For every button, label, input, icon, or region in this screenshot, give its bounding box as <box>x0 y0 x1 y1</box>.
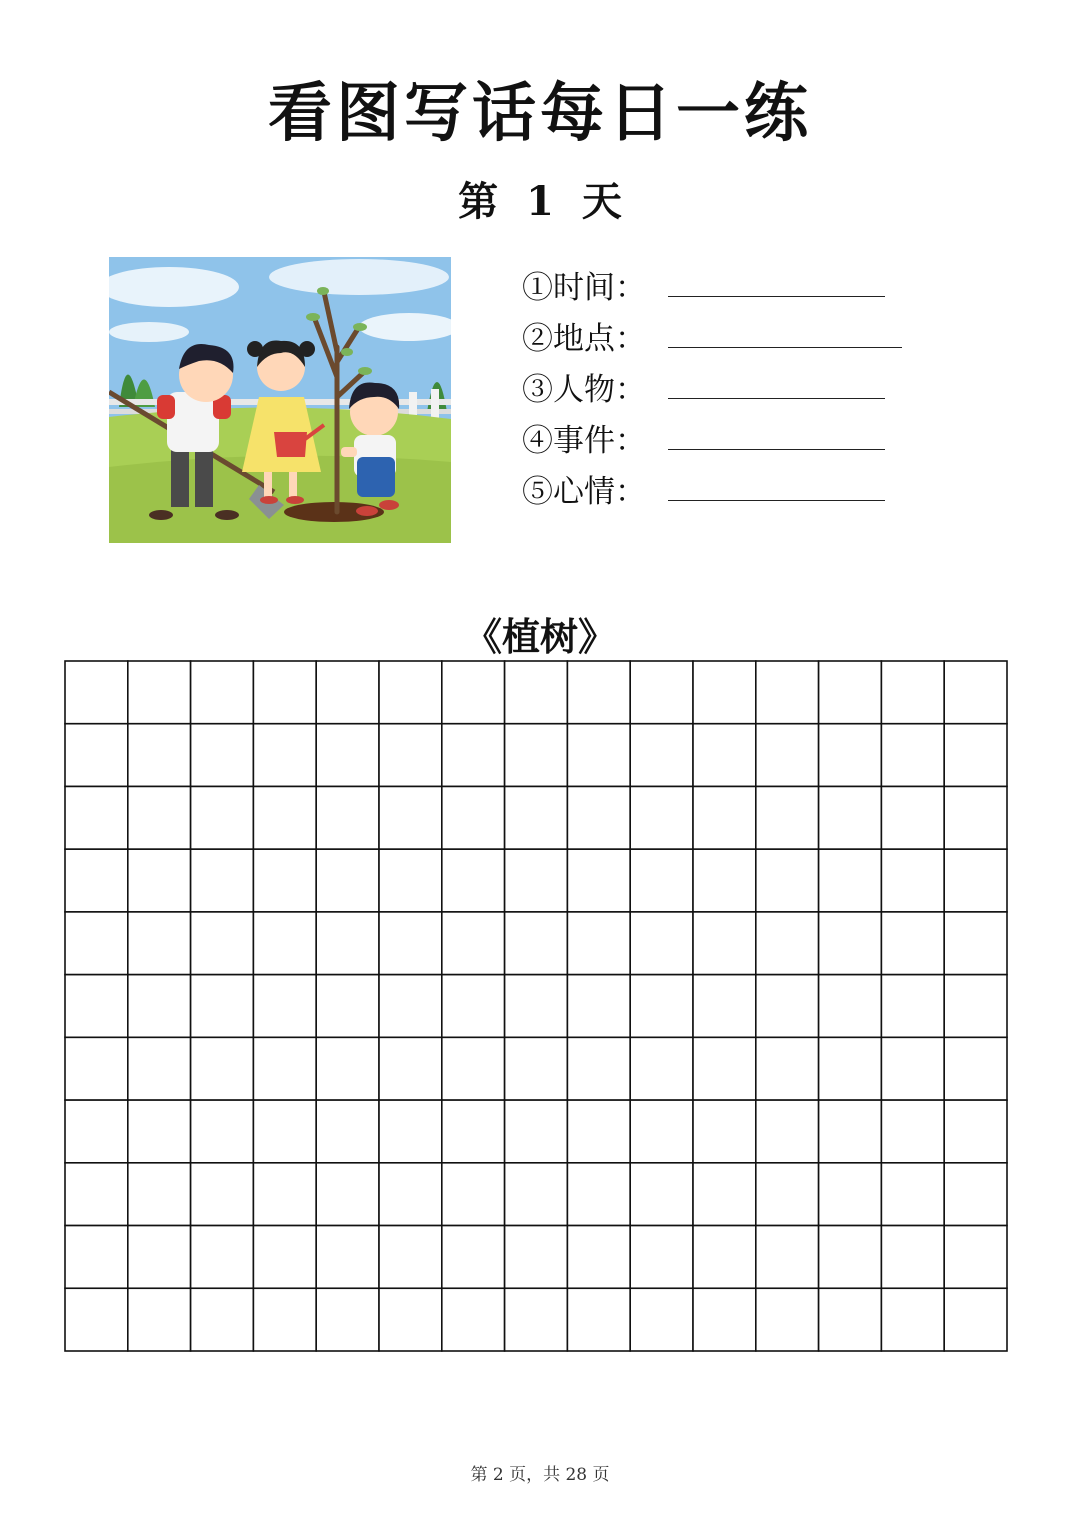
field-people-blank[interactable] <box>668 398 885 399</box>
grid-cell[interactable] <box>191 912 254 975</box>
grid-cell[interactable] <box>630 1037 693 1100</box>
grid-cell[interactable] <box>693 661 756 724</box>
grid-cell[interactable] <box>442 1288 505 1351</box>
grid-cell[interactable] <box>253 724 316 787</box>
grid-cell[interactable] <box>819 1288 882 1351</box>
grid-cell[interactable] <box>756 1226 819 1289</box>
grid-cell[interactable] <box>693 912 756 975</box>
grid-cell[interactable] <box>253 1100 316 1163</box>
grid-cell[interactable] <box>253 1037 316 1100</box>
grid-cell[interactable] <box>191 786 254 849</box>
grid-cell[interactable] <box>65 1163 128 1226</box>
grid-cell[interactable] <box>756 724 819 787</box>
grid-cell[interactable] <box>630 786 693 849</box>
grid-cell[interactable] <box>128 1226 191 1289</box>
grid-cell[interactable] <box>505 724 568 787</box>
grid-cell[interactable] <box>379 975 442 1038</box>
grid-cell[interactable] <box>442 661 505 724</box>
grid-cell[interactable] <box>128 1163 191 1226</box>
grid-cell[interactable] <box>756 1100 819 1163</box>
grid-cell[interactable] <box>316 912 379 975</box>
grid-cell[interactable] <box>379 1226 442 1289</box>
grid-cell[interactable] <box>128 786 191 849</box>
grid-cell[interactable] <box>944 849 1007 912</box>
grid-cell[interactable] <box>316 975 379 1038</box>
grid-cell[interactable] <box>128 912 191 975</box>
grid-cell[interactable] <box>191 1288 254 1351</box>
grid-cell[interactable] <box>944 975 1007 1038</box>
grid-cell[interactable] <box>442 1037 505 1100</box>
page-title: 看图写话每日一练 <box>268 76 812 151</box>
grid-cell[interactable] <box>65 1288 128 1351</box>
grid-cell[interactable] <box>253 912 316 975</box>
grid-cell[interactable] <box>253 786 316 849</box>
grid-cell[interactable] <box>630 1288 693 1351</box>
grid-cell[interactable] <box>379 849 442 912</box>
field-event-label: ④事件： <box>522 423 646 459</box>
grid-cell[interactable] <box>630 849 693 912</box>
grid-cell[interactable] <box>567 1100 630 1163</box>
field-time-label: ①时间： <box>522 270 646 306</box>
grid-cell[interactable] <box>442 975 505 1038</box>
writing-grid[interactable] <box>64 660 1008 1352</box>
grid-cell[interactable] <box>442 1100 505 1163</box>
grid-cell[interactable] <box>191 1163 254 1226</box>
grid-cell[interactable] <box>630 975 693 1038</box>
grid-cell[interactable] <box>630 912 693 975</box>
grid-cell[interactable] <box>756 849 819 912</box>
grid-cell[interactable] <box>693 1226 756 1289</box>
field-event-blank[interactable] <box>668 449 885 450</box>
grid-cell[interactable] <box>630 724 693 787</box>
grid-cell[interactable] <box>379 912 442 975</box>
grid-cell[interactable] <box>505 849 568 912</box>
grid-cell[interactable] <box>316 1163 379 1226</box>
essay-title: 《植树》 <box>463 614 616 659</box>
grid-cell[interactable] <box>505 912 568 975</box>
grid-cell[interactable] <box>316 1100 379 1163</box>
grid-cell[interactable] <box>756 1037 819 1100</box>
grid-cell[interactable] <box>630 1163 693 1226</box>
grid-cell[interactable] <box>881 912 944 975</box>
grid-cell[interactable] <box>756 912 819 975</box>
grid-cell[interactable] <box>567 849 630 912</box>
grid-cell[interactable] <box>65 975 128 1038</box>
grid-cell[interactable] <box>128 661 191 724</box>
grid-cell[interactable] <box>693 786 756 849</box>
grid-cell[interactable] <box>567 975 630 1038</box>
grid-cell[interactable] <box>819 661 882 724</box>
grid-cell[interactable] <box>881 975 944 1038</box>
grid-cell[interactable] <box>253 1226 316 1289</box>
grid-cell[interactable] <box>65 849 128 912</box>
grid-cell[interactable] <box>567 1288 630 1351</box>
field-people-label: ③人物： <box>522 372 646 408</box>
grid-cell[interactable] <box>819 975 882 1038</box>
grid-cell[interactable] <box>442 912 505 975</box>
grid-cell[interactable] <box>567 912 630 975</box>
grid-cell[interactable] <box>442 1226 505 1289</box>
grid-cell[interactable] <box>693 1037 756 1100</box>
grid-cell[interactable] <box>505 661 568 724</box>
grid-cell[interactable] <box>65 1037 128 1100</box>
grid-cell[interactable] <box>65 786 128 849</box>
grid-cell[interactable] <box>819 724 882 787</box>
grid-cell[interactable] <box>756 1163 819 1226</box>
grid-cell[interactable] <box>442 786 505 849</box>
grid-cell[interactable] <box>630 1226 693 1289</box>
grid-cell[interactable] <box>944 786 1007 849</box>
field-mood-blank[interactable] <box>668 500 885 501</box>
grid-cell[interactable] <box>567 1037 630 1100</box>
grid-cell[interactable] <box>379 1100 442 1163</box>
day-label: 第 1 天 <box>458 178 622 225</box>
grid-cell[interactable] <box>881 1163 944 1226</box>
grid-cell[interactable] <box>693 975 756 1038</box>
grid-cell[interactable] <box>819 786 882 849</box>
grid-cell[interactable] <box>819 912 882 975</box>
grid-cell[interactable] <box>567 661 630 724</box>
grid-cell[interactable] <box>819 849 882 912</box>
grid-cell[interactable] <box>316 786 379 849</box>
grid-cell[interactable] <box>65 661 128 724</box>
grid-cell[interactable] <box>756 786 819 849</box>
grid-cell[interactable] <box>944 912 1007 975</box>
grid-cell[interactable] <box>944 1163 1007 1226</box>
grid-cell[interactable] <box>316 1288 379 1351</box>
grid-cell[interactable] <box>379 661 442 724</box>
grid-cell[interactable] <box>379 1163 442 1226</box>
grid-cell[interactable] <box>253 661 316 724</box>
grid-cell[interactable] <box>881 1226 944 1289</box>
grid-cell[interactable] <box>505 1037 568 1100</box>
grid-cell[interactable] <box>442 1163 505 1226</box>
grid-cell[interactable] <box>191 1100 254 1163</box>
grid-cell[interactable] <box>379 1037 442 1100</box>
grid-cell[interactable] <box>253 1288 316 1351</box>
grid-cell[interactable] <box>316 1226 379 1289</box>
grid-cell[interactable] <box>379 786 442 849</box>
grid-cell[interactable] <box>567 1226 630 1289</box>
grid-cell[interactable] <box>128 1288 191 1351</box>
grid-cell[interactable] <box>819 1226 882 1289</box>
grid-cell[interactable] <box>693 1163 756 1226</box>
grid-cell[interactable] <box>379 724 442 787</box>
grid-cell[interactable] <box>316 724 379 787</box>
grid-cell[interactable] <box>819 1100 882 1163</box>
grid-cell[interactable] <box>944 1288 1007 1351</box>
grid-cell[interactable] <box>756 1288 819 1351</box>
grid-cell[interactable] <box>944 661 1007 724</box>
grid-cell[interactable] <box>505 1226 568 1289</box>
grid-cell[interactable] <box>944 1100 1007 1163</box>
grid-cell[interactable] <box>191 1226 254 1289</box>
grid-cell[interactable] <box>693 849 756 912</box>
grid-cell[interactable] <box>881 1288 944 1351</box>
grid-cell[interactable] <box>630 661 693 724</box>
grid-cell[interactable] <box>253 975 316 1038</box>
grid-cell[interactable] <box>128 1037 191 1100</box>
grid-cell[interactable] <box>442 849 505 912</box>
grid-cell[interactable] <box>630 1100 693 1163</box>
grid-cell[interactable] <box>881 786 944 849</box>
grid-cell[interactable] <box>505 786 568 849</box>
grid-cell[interactable] <box>191 661 254 724</box>
grid-cell[interactable] <box>65 724 128 787</box>
grid-cell[interactable] <box>693 1100 756 1163</box>
field-place-label: ②地点： <box>522 321 646 357</box>
grid-cell[interactable] <box>65 1100 128 1163</box>
grid-cell[interactable] <box>442 724 505 787</box>
grid-cell[interactable] <box>316 849 379 912</box>
grid-cell[interactable] <box>881 661 944 724</box>
grid-cell[interactable] <box>881 724 944 787</box>
grid-cell[interactable] <box>128 849 191 912</box>
grid-cell[interactable] <box>944 1037 1007 1100</box>
grid-cell[interactable] <box>65 1226 128 1289</box>
grid-cell[interactable] <box>505 975 568 1038</box>
grid-cell[interactable] <box>191 975 254 1038</box>
grid-cell[interactable] <box>128 975 191 1038</box>
grid-cell[interactable] <box>379 1288 442 1351</box>
grid-cell[interactable] <box>567 724 630 787</box>
grid-cell[interactable] <box>253 1163 316 1226</box>
grid-cell[interactable] <box>191 1037 254 1100</box>
grid-cell[interactable] <box>944 1226 1007 1289</box>
grid-cell[interactable] <box>693 724 756 787</box>
grid-cell[interactable] <box>316 1037 379 1100</box>
grid-cell[interactable] <box>693 1288 756 1351</box>
grid-cell[interactable] <box>191 849 254 912</box>
grid-cell[interactable] <box>819 1163 882 1226</box>
page-footer: 第 2 页，共 28 页 <box>470 1465 610 1485</box>
grid-cell[interactable] <box>505 1163 568 1226</box>
grid-cell[interactable] <box>316 661 379 724</box>
grid-cell[interactable] <box>881 849 944 912</box>
tree-planting-illustration <box>109 257 451 543</box>
field-mood-label: ⑤心情： <box>522 474 646 510</box>
grid-cell[interactable] <box>191 724 254 787</box>
grid-cell[interactable] <box>505 1100 568 1163</box>
grid-cell[interactable] <box>756 661 819 724</box>
field-time-blank[interactable] <box>668 296 885 297</box>
grid-cell[interactable] <box>65 912 128 975</box>
grid-cell[interactable] <box>505 1288 568 1351</box>
grid-cell[interactable] <box>128 724 191 787</box>
grid-cell[interactable] <box>567 786 630 849</box>
grid-cell[interactable] <box>253 849 316 912</box>
field-place-blank[interactable] <box>668 347 902 348</box>
grid-cell[interactable] <box>756 975 819 1038</box>
grid-cell[interactable] <box>881 1037 944 1100</box>
grid-cell[interactable] <box>128 1100 191 1163</box>
grid-cell[interactable] <box>881 1100 944 1163</box>
grid-cell[interactable] <box>567 1163 630 1226</box>
grid-cell[interactable] <box>944 724 1007 787</box>
grid-cell[interactable] <box>819 1037 882 1100</box>
